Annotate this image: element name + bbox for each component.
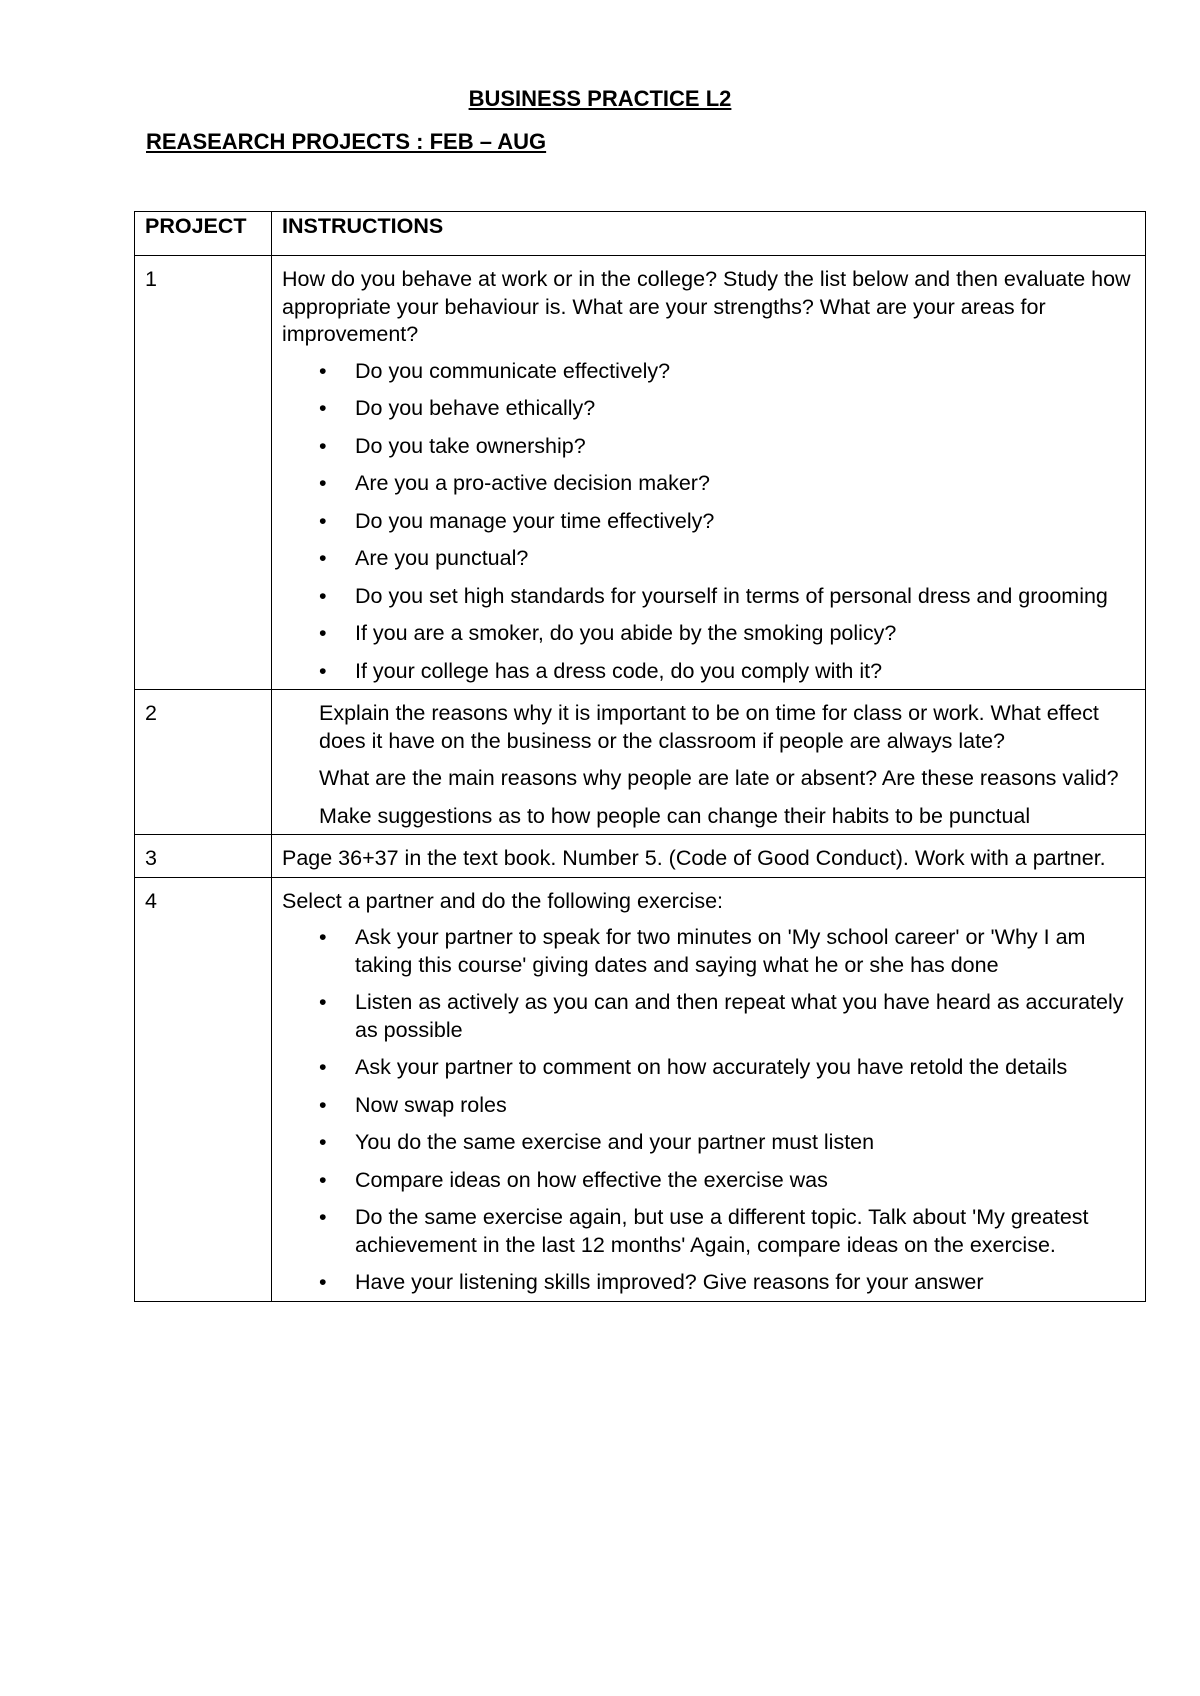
project-instructions bbox=[272, 690, 1146, 835]
bullet-icon: • bbox=[319, 546, 327, 570]
instruction-paragraph: Explain the reasons why it is important to be on time for class or work. What effect does it have on the business or the classroom if people are always late? bbox=[319, 701, 1099, 753]
instruction-paragraph: Make suggestions as to how people can change their habits to be punctual bbox=[319, 803, 1031, 828]
list-item: • Have your listening skills improved? Give reasons for your answer bbox=[282, 1269, 1135, 1297]
list-item: • Ask your partner to comment on how accurately you have retold the details bbox=[282, 1054, 1135, 1082]
bullet-icon: • bbox=[319, 1205, 327, 1229]
bullet-icon: • bbox=[319, 1130, 327, 1154]
bullet-icon: • bbox=[319, 621, 327, 645]
bullet-icon: • bbox=[319, 1092, 327, 1117]
list-item: • If you are a smoker, do you abide by the smoking policy? bbox=[282, 620, 1135, 648]
bullet-icon: • bbox=[319, 396, 327, 420]
project-number: 4 bbox=[135, 877, 272, 1301]
list-item: • Do you communicate effectively? bbox=[282, 358, 1135, 386]
list-item: • Are you punctual? bbox=[282, 545, 1135, 573]
list-item: • Listen as actively as you can and then repeat what you have heard as accurately as possible bbox=[319, 990, 1124, 1042]
table-row bbox=[135, 256, 1146, 690]
bullet-icon: • bbox=[319, 471, 327, 495]
table-row bbox=[135, 690, 1146, 835]
instruction-paragraph: What are the main reasons why people are late or absent? Are these reasons valid? bbox=[319, 766, 1119, 790]
project-number: 2 bbox=[135, 690, 272, 835]
list-item: • Do you behave ethically? bbox=[282, 395, 1135, 423]
instruction-paragraph: Select a partner and do the following exercise: bbox=[282, 888, 724, 913]
bullet-icon: • bbox=[319, 1055, 327, 1079]
instruction-paragraph: Page 36+37 in the text book. Number 5. (Code of Good Conduct). Work with a partner. bbox=[282, 846, 1106, 870]
table-row bbox=[135, 877, 1146, 1301]
project-instructions bbox=[272, 835, 1146, 878]
list-item: • Now swap roles bbox=[282, 1092, 1135, 1120]
list-item: • If your college has a dress code, do you comply with it? bbox=[282, 658, 1135, 686]
column-header-instructions: INSTRUCTIONS bbox=[272, 212, 1146, 256]
instruction-list bbox=[282, 924, 1135, 1297]
list-item: • You do the same exercise and your partner must listen bbox=[282, 1129, 1135, 1157]
document-subtitle: REASEARCH PROJECTS : FEB – AUG bbox=[146, 129, 547, 154]
column-header-project: PROJECT bbox=[135, 212, 272, 256]
bullet-icon: • bbox=[319, 1270, 327, 1294]
table-header-row bbox=[135, 212, 1146, 256]
instruction-paragraph: How do you behave at work or in the college? Study the list below and then evaluate how appropriate your behaviour is. What are your strengths? What are your areas for improvement? bbox=[282, 267, 1131, 346]
list-item: • Do you set high standards for yourself in terms of personal dress and grooming bbox=[282, 583, 1135, 611]
projects-table bbox=[134, 211, 1146, 1302]
project-instructions bbox=[272, 256, 1146, 690]
list-item: • Are you a pro-active decision maker? bbox=[282, 470, 1135, 498]
bullet-icon: • bbox=[319, 1167, 327, 1192]
list-item: • Ask your partner to speak for two minutes on 'My school career' or 'Why I am taking this course' giving dates and saying what he or she has done bbox=[319, 925, 1086, 977]
list-item: • Do you take ownership? bbox=[282, 433, 1135, 461]
list-item: • Compare ideas on how effective the exercise was bbox=[282, 1167, 1135, 1195]
project-number: 1 bbox=[135, 256, 272, 690]
bullet-icon: • bbox=[319, 925, 327, 949]
table-row bbox=[135, 835, 1146, 878]
list-item: • Do you manage your time effectively? bbox=[282, 508, 1135, 536]
bullet-icon: • bbox=[319, 658, 327, 683]
bullet-icon: • bbox=[319, 358, 327, 383]
bullet-icon: • bbox=[319, 583, 327, 608]
bullet-icon: • bbox=[319, 990, 327, 1014]
instruction-list bbox=[282, 358, 1135, 686]
project-instructions bbox=[272, 877, 1146, 1301]
bullet-icon: • bbox=[319, 433, 327, 458]
project-number: 3 bbox=[135, 835, 272, 878]
list-item: • Do the same exercise again, but use a different topic. Talk about 'My greatest achievement in the last 12 months' Again, compare ideas on the exercise. bbox=[319, 1205, 1089, 1257]
bullet-icon: • bbox=[319, 508, 327, 533]
document-title: BUSINESS PRACTICE L2 bbox=[468, 86, 732, 111]
